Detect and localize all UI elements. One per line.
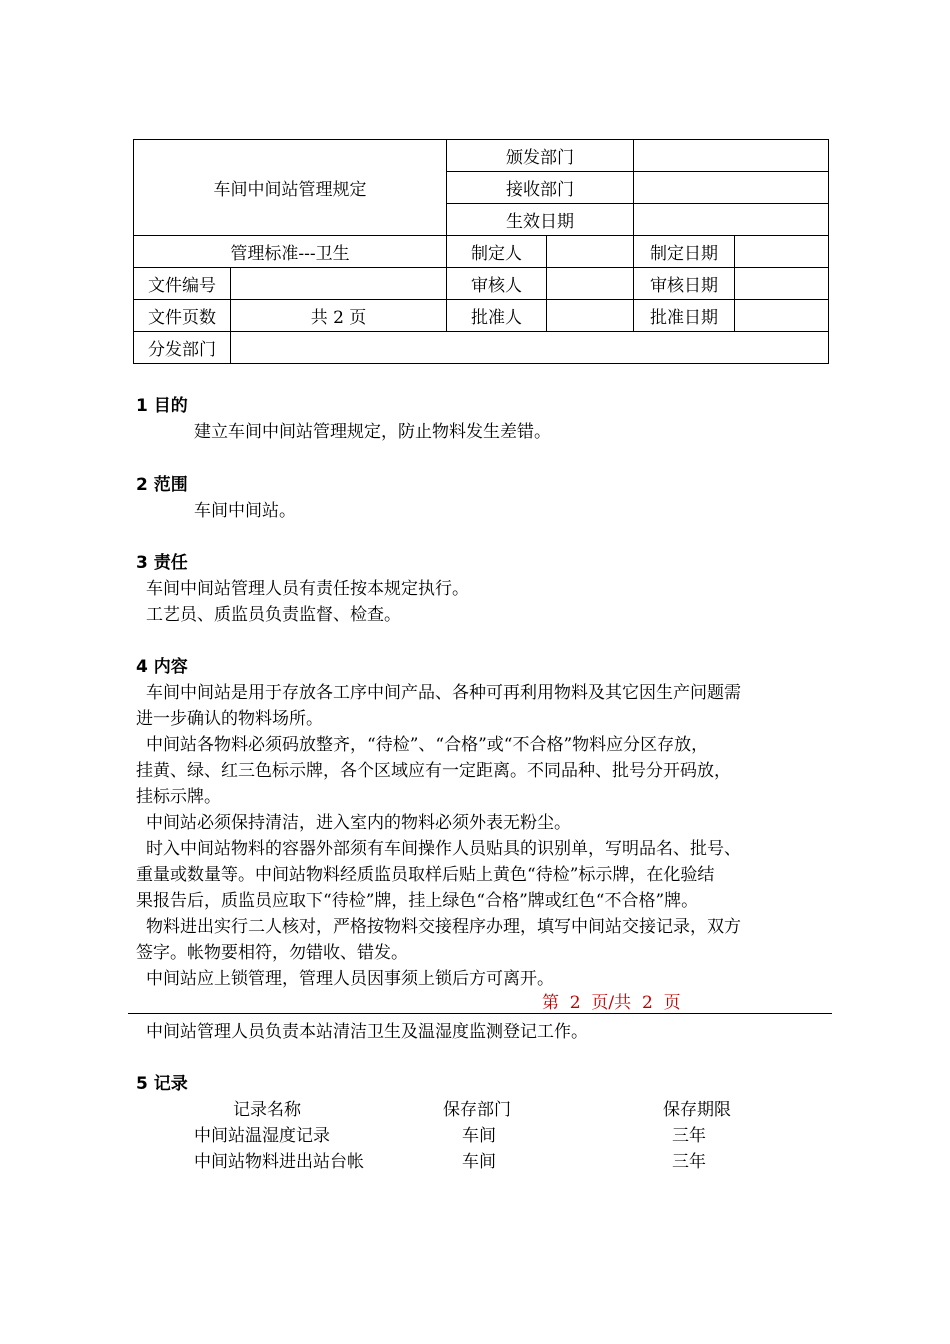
doc-no-value bbox=[231, 268, 447, 300]
section-4-line-9: 果报告后，质监员应取下“待检”牌，挂上绿色“合格”牌或红色“不合格”牌。 bbox=[136, 891, 699, 911]
records-header-period: 保存期限 bbox=[663, 1100, 731, 1120]
section-4-line-10: 物料进出实行二人核对，严格按物料交接程序办理，填写中间站交接记录，双方 bbox=[146, 917, 741, 937]
section-2-title: 2 范围 bbox=[136, 475, 188, 495]
approver-label: 批准人 bbox=[447, 300, 547, 332]
recv-dept-value bbox=[634, 172, 829, 204]
section-4-line-4: 挂黄、绿、红三色标示牌，各个区域应有一定距离。不同品种、批号分开码放， bbox=[136, 761, 731, 781]
records-header-name: 记录名称 bbox=[233, 1100, 301, 1120]
section-3-title: 3 责任 bbox=[136, 553, 188, 573]
category-label: 管理标准---卫生 bbox=[134, 236, 447, 268]
records-header-dept: 保存部门 bbox=[443, 1100, 511, 1120]
page-count-value: 共 2 页 bbox=[231, 300, 447, 332]
section-5-title: 5 记录 bbox=[136, 1074, 188, 1094]
drafter-label: 制定人 bbox=[447, 236, 547, 268]
section-4-line-6: 中间站必须保持清洁，进入室内的物料必须外表无粉尘。 bbox=[146, 813, 571, 833]
distribution-value bbox=[231, 332, 829, 364]
section-4-line-7: 时入中间站物料的容器外部须有车间操作人员贴具的识别单，写明品名、批号、 bbox=[146, 839, 741, 859]
section-4-line-11: 签字。帐物要相符，勿错收、错发。 bbox=[136, 943, 408, 963]
section-4-line-13: 中间站管理人员负责本站清洁卫生及温湿度监测登记工作。 bbox=[146, 1022, 588, 1042]
section-1-title: 1 目的 bbox=[136, 396, 188, 416]
section-4-line-2: 进一步确认的物料场所。 bbox=[136, 709, 323, 729]
section-2-text: 车间中间站。 bbox=[194, 501, 296, 521]
record-row-2-name: 中间站物料进出站台帐 bbox=[194, 1152, 364, 1172]
section-4-line-12: 中间站应上锁管理，管理人员因事须上锁后方可离开。 bbox=[146, 969, 554, 989]
draft-date-value bbox=[735, 236, 829, 268]
reviewer-value bbox=[547, 268, 634, 300]
section-3-line-2: 工艺员、质监员负责监督、检查。 bbox=[146, 605, 401, 625]
section-3-line-1: 车间中间站管理人员有责任按本规定执行。 bbox=[146, 579, 469, 599]
review-date-value bbox=[735, 268, 829, 300]
issue-dept-label: 颁发部门 bbox=[447, 140, 634, 172]
section-4-line-8: 重量或数量等。中间站物料经质监员取样后贴上黄色“待检”标示牌，在化验结 bbox=[136, 865, 715, 885]
document-title: 车间中间站管理规定 bbox=[134, 140, 447, 236]
approver-value bbox=[547, 300, 634, 332]
page-divider bbox=[128, 1013, 832, 1014]
section-4-line-3: 中间站各物料必须码放整齐，“待检”、“合格”或“不合格”物料应分区存放， bbox=[146, 735, 709, 755]
record-row-1-dept: 车间 bbox=[462, 1126, 496, 1146]
section-4-title: 4 内容 bbox=[136, 657, 188, 677]
record-row-2-period: 三年 bbox=[672, 1152, 706, 1172]
section-1-text: 建立车间中间站管理规定，防止物料发生差错。 bbox=[194, 422, 551, 442]
approve-date-value bbox=[735, 300, 829, 332]
doc-no-label: 文件编号 bbox=[134, 268, 231, 300]
header-table bbox=[133, 139, 829, 364]
drafter-value bbox=[547, 236, 634, 268]
section-4-line-5: 挂标示牌。 bbox=[136, 787, 221, 807]
record-row-1-name: 中间站温湿度记录 bbox=[194, 1126, 330, 1146]
page-number: 第 2 页/共 2 页 bbox=[542, 993, 681, 1013]
record-row-1-period: 三年 bbox=[672, 1126, 706, 1146]
effective-date-label: 生效日期 bbox=[447, 204, 634, 236]
record-row-2-dept: 车间 bbox=[462, 1152, 496, 1172]
distribution-label: 分发部门 bbox=[134, 332, 231, 364]
approve-date-label: 批准日期 bbox=[634, 300, 735, 332]
draft-date-label: 制定日期 bbox=[634, 236, 735, 268]
page-count-label: 文件页数 bbox=[134, 300, 231, 332]
effective-date-value bbox=[634, 204, 829, 236]
review-date-label: 审核日期 bbox=[634, 268, 735, 300]
reviewer-label: 审核人 bbox=[447, 268, 547, 300]
recv-dept-label: 接收部门 bbox=[447, 172, 634, 204]
section-4-line-1: 车间中间站是用于存放各工序中间产品、各种可再利用物料及其它因生产问题需 bbox=[146, 683, 741, 703]
issue-dept-value bbox=[634, 140, 829, 172]
